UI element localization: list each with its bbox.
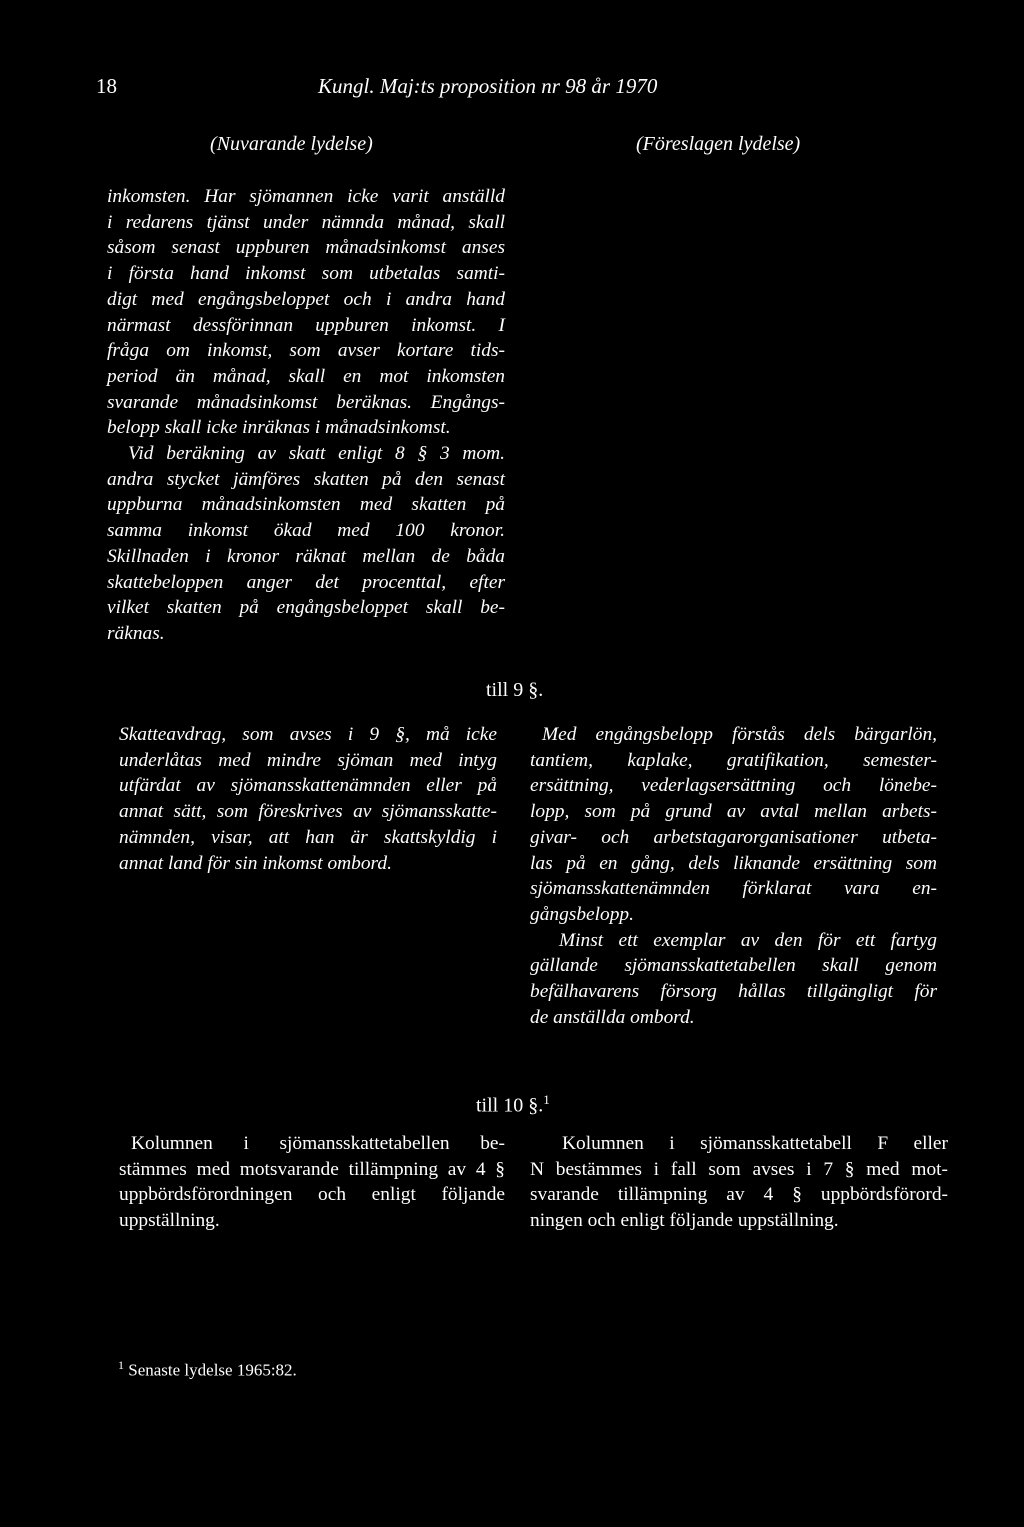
- text-line: tantiem, kaplake, gratifikation, semester-: [530, 749, 937, 771]
- text-line: lopp, som på grund av avtal mellan arbets-: [530, 801, 937, 823]
- text-line: nämnden, visar, att han är skattskyldig i: [119, 826, 497, 848]
- text-line: annat land för sin inkomst ombord.: [119, 852, 392, 874]
- proposed-text-paragraph-2: [530, 1131, 948, 1234]
- text-line: såsom senast uppburen månadsinkomst anses: [107, 237, 505, 259]
- text-line: las på en gång, dels liknande ersättning som: [530, 852, 937, 874]
- text-line: gällande sjömansskattetabellen skall genom: [530, 955, 937, 977]
- text-line: Minst ett exemplar av den för ett fartyg: [559, 929, 937, 951]
- text-line: de anställda ombord.: [530, 1006, 695, 1028]
- text-line: underlåtas med mindre sjöman med intyg: [119, 749, 497, 771]
- text-line: annat sätt, som föreskrives av sjömansskatte-: [119, 801, 497, 823]
- text-line: svarande månadsinkomst beräknas. Engångs-: [107, 391, 505, 413]
- text-line: ningen och enligt följande uppställning.: [530, 1210, 839, 1232]
- text-line: gångsbelopp.: [530, 903, 634, 925]
- text-line: inkomsten. Har sjömannen icke varit anställd: [107, 186, 505, 207]
- current-text-paragraph-2: [119, 722, 497, 876]
- text-line: Skatteavdrag, som avses i 9 §, må icke: [119, 724, 497, 745]
- left-column-heading: (Nuvarande lydelse): [210, 133, 373, 155]
- text-line: period än månad, skall en mot inkomsten: [107, 365, 505, 387]
- page-number: 18: [96, 74, 117, 98]
- right-column-heading: (Föreslagen lydelse): [636, 133, 801, 155]
- text-line: närmast dessförinnan uppburen inkomst. I: [107, 314, 505, 336]
- text-line: i första hand inkomst som utbetalas samti-: [107, 263, 505, 285]
- text-line: samma inkomst ökad med 100 kronor.: [107, 520, 505, 542]
- section-9-heading: till 9 §.: [486, 679, 544, 701]
- footnote-marker: 1: [118, 1358, 124, 1372]
- footnote: [118, 1358, 297, 1381]
- text-line: fråga om inkomst, som avser kortare tids-: [107, 340, 505, 362]
- text-line: svarande tillämpning av 4 § uppbördsförord-: [530, 1184, 948, 1206]
- section-10-label: till 10 §.: [476, 1094, 544, 1117]
- text-line: Vid beräkning av skatt enligt 8 § 3 mom.: [128, 443, 505, 465]
- current-text-paragraph-1: [107, 184, 505, 647]
- text-line: utfärdat av sjömansskattenämnden eller på: [119, 775, 497, 797]
- text-line: vilket skatten på engångsbeloppet skall be-: [107, 597, 505, 619]
- current-text-paragraph-3: [119, 1131, 505, 1234]
- footnote-reference: 1: [543, 1092, 550, 1107]
- text-line: Med engångsbelopp förstås dels bärgarlön,: [542, 724, 937, 745]
- text-line: ersättning, vederlagsersättning och lönebe-: [530, 775, 937, 797]
- text-line: andra stycket jämföres skatten på den senast: [107, 468, 505, 490]
- text-line: räknas.: [107, 622, 165, 644]
- text-line: digt med engångsbeloppet och i andra hand: [107, 288, 505, 310]
- text-line: belopp skall icke inräknas i månadsinkomst.: [107, 417, 451, 439]
- text-line: givar- och arbetstagarorganisationer utbeta-: [530, 826, 937, 848]
- text-line: sjömansskattenämnden förklarat vara en-: [530, 878, 937, 900]
- text-line: Kolumnen i sjömansskattetabell F eller: [562, 1133, 948, 1154]
- text-line: uppbördsförordningen och enligt följande: [119, 1184, 505, 1206]
- proposed-text-paragraph-1: [530, 722, 937, 1030]
- text-line: skattebeloppen anger det procenttal, efter: [107, 571, 505, 593]
- text-line: Kolumnen i sjömansskattetabellen be-: [131, 1133, 505, 1154]
- text-line: Skillnaden i kronor räknat mellan de båda: [107, 545, 505, 567]
- text-line: i redarens tjänst under nämnda månad, skall: [107, 211, 505, 233]
- footnote-text: Senaste lydelse 1965:82.: [128, 1360, 297, 1380]
- text-line: uppburna månadsinkomsten med skatten på: [107, 494, 505, 516]
- text-line: N bestämmes i fall som avses i 7 § med mot-: [530, 1158, 948, 1180]
- running-title: Kungl. Maj:ts proposition nr 98 år 1970: [318, 74, 658, 98]
- section-10-heading: [476, 1092, 550, 1118]
- text-line: befälhavarens försorg hållas tillgängligt för: [530, 981, 937, 1003]
- text-line: uppställning.: [119, 1210, 220, 1232]
- text-line: stämmes med motsvarande tillämpning av 4 §: [119, 1158, 505, 1180]
